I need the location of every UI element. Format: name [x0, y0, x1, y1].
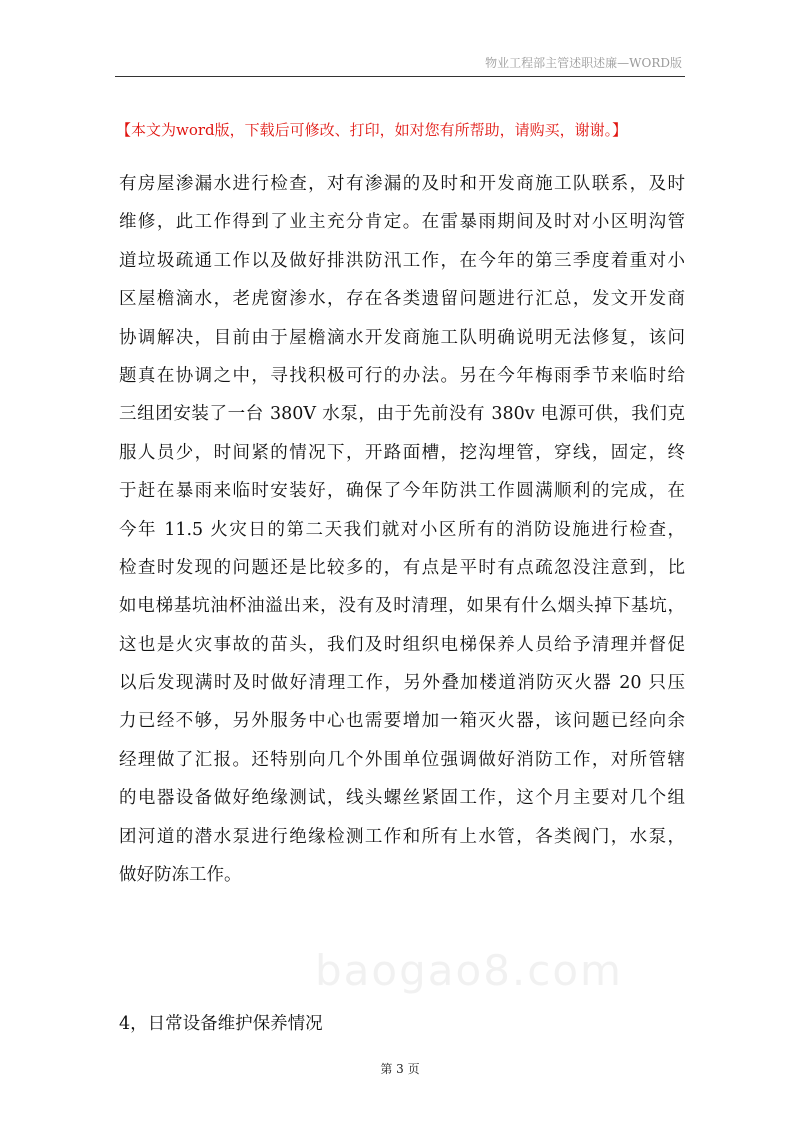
body-line: 维修，此工作得到了业主充分肯定。在雷暴雨期间及时对小区明沟管 — [119, 212, 685, 233]
body-line: 服人员少，时间紧的情况下，开路面槽，挖沟埋管，穿线，固定，终 — [119, 442, 685, 463]
body-line: 这也是火灾事故的苗头，我们及时组织电梯保养人员给予清理并督促 — [119, 634, 685, 655]
body-line: 做好防冻工作。 — [119, 865, 242, 886]
header-divider — [115, 76, 685, 77]
body-line: 今年 11.5 火灾日的第二天我们就对小区所有的消防设施进行检查， — [119, 519, 685, 540]
body-line: 协调解决，目前由于屋檐滴水开发商施工队明确说明无法修复，该问 — [119, 327, 685, 348]
body-line: 团河道的潜水泵进行绝缘检测工作和所有上水管，各类阀门，水泵， — [119, 826, 685, 847]
section-heading: 4，日常设备维护保养情况 — [119, 1014, 323, 1034]
body-line: 如电梯基坑油杯油溢出来，没有及时清理，如果有什么烟头掉下基坑， — [119, 596, 685, 617]
body-line: 题真在协调之中，寻找积极可行的办法。另在今年梅雨季节来临时给 — [119, 365, 685, 386]
body-text — [119, 165, 685, 894]
page-number: 第 3 页 — [380, 1062, 420, 1076]
body-line: 的电器设备做好绝缘测试，线头螺丝紧固工作，这个月主要对几个组 — [119, 788, 685, 809]
body-line: 道垃圾疏通工作以及做好排洪防汛工作，在今年的第三季度着重对小 — [119, 250, 685, 271]
body-line: 于赶在暴雨来临时安装好，确保了今年防洪工作圆满顺利的完成，在 — [119, 481, 685, 502]
body-line: 区屋檐滴水，老虎窗渗水，存在各类遗留问题进行汇总，发文开发商 — [119, 289, 685, 310]
body-line: 检查时发现的问题还是比较多的，有点是平时有点疏忽没注意到，比 — [119, 557, 685, 578]
body-line: 有房屋渗漏水进行检查，对有渗漏的及时和开发商施工队联系，及时 — [119, 174, 685, 194]
body-line: 三组团安装了一台 380V 水泵，由于先前没有 380v 电源可供，我们克 — [119, 404, 685, 425]
body-line: 以后发现满时及时做好清理工作，另外叠加楼道消防灭火器 20 只压 — [119, 673, 685, 694]
watermark: baogao8.com — [315, 946, 623, 995]
purchase-notice: 【本文为word版，下载后可修改、打印，如对您有所帮助，请购买，谢谢。】 — [116, 121, 628, 139]
running-header: 物业工程部主管述职述廉—WORD版 — [485, 56, 682, 70]
body-line: 经理做了汇报。还特别向几个外围单位强调做好消防工作，对所管辖 — [119, 749, 685, 770]
body-line: 力已经不够，另外服务中心也需要增加一箱灭火器，该问题已经向余 — [119, 711, 685, 732]
